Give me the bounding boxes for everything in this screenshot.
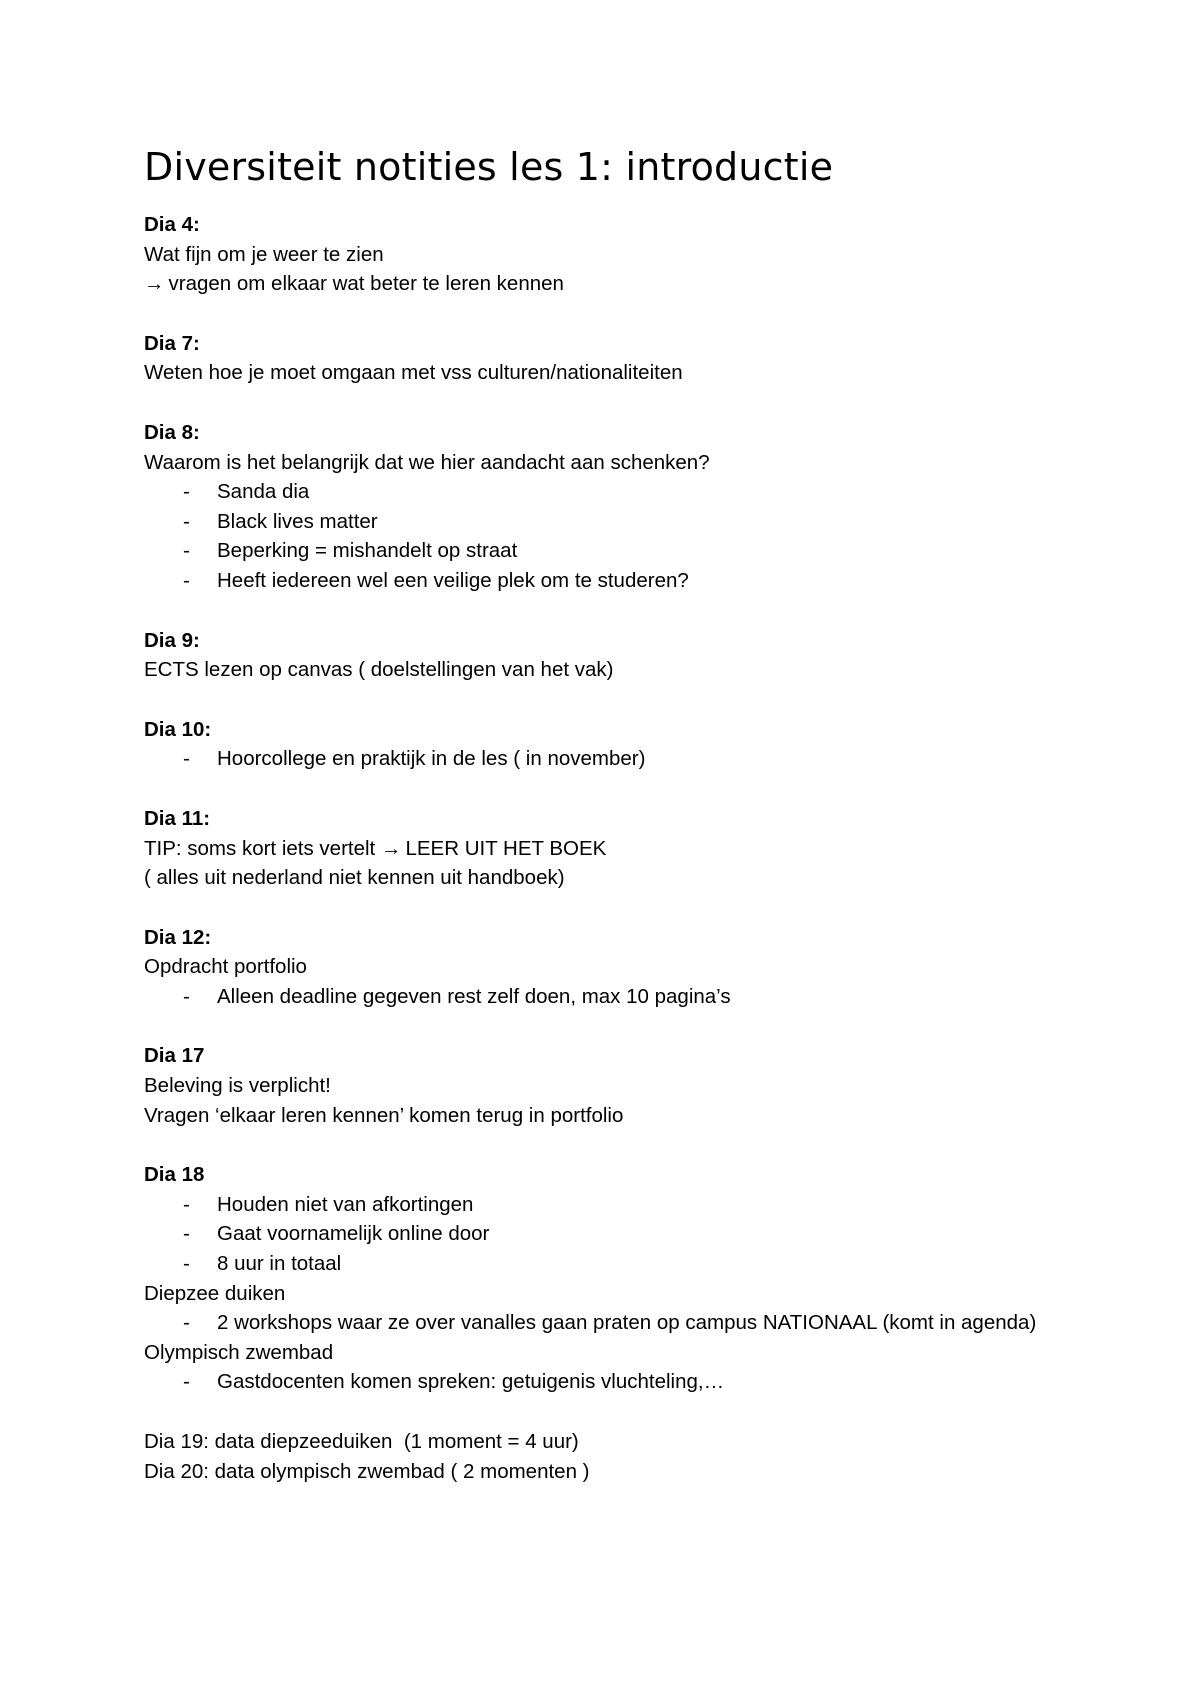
list-item-text: Alleen deadline gegeven rest zelf doen, max 10 pagina’s (217, 984, 731, 1008)
list-item (144, 566, 1064, 596)
dash-bullet: - (183, 509, 190, 533)
list-item-text: Beperking = mishandelt op straat (217, 539, 518, 563)
note-line: Wat fijn om je weer te zien (144, 242, 384, 266)
section-heading: Dia 7: (144, 331, 200, 355)
list-item (144, 1367, 1064, 1397)
note-line: Weten hoe je moet omgaan met vss culturen/nationaliteiten (144, 361, 683, 385)
list-item (144, 1249, 1064, 1279)
section-dia-12 (144, 923, 1064, 1012)
section-heading: Dia 12: (144, 925, 212, 949)
document-page (144, 138, 1064, 1486)
section-heading: Dia 4: (144, 213, 200, 236)
section-heading: Dia 10: (144, 717, 212, 741)
section-heading: Dia 18 (144, 1163, 205, 1187)
section-heading: Dia 9: (144, 628, 200, 652)
note-text: TIP: soms kort iets vertelt (144, 836, 376, 860)
list-item (144, 536, 1064, 566)
note-line: Beleving is verplicht! (144, 1074, 331, 1098)
list-item (144, 744, 1064, 774)
note-line: ECTS lezen op canvas ( doelstellingen van het vak) (144, 658, 614, 682)
section-heading: Dia 8: (144, 420, 200, 444)
dash-bullet: - (183, 1192, 190, 1216)
subsection-label: Olympisch zwembad (144, 1340, 334, 1364)
dash-bullet: - (183, 747, 190, 771)
section-dia-8 (144, 418, 1064, 596)
list-item (144, 1190, 1064, 1220)
dash-bullet: - (183, 568, 190, 592)
list-item (144, 477, 1064, 507)
list-item-text: Sanda dia (217, 480, 310, 504)
note-line: Dia 19: data diepzeeduiken (1 moment = 4 uur) (144, 1430, 579, 1453)
section-dia-4 (144, 210, 1064, 299)
dash-bullet: - (183, 539, 190, 563)
dash-bullet: - (183, 984, 190, 1008)
dash-bullet: - (183, 1222, 190, 1246)
document-title: Diversiteit notities les 1: introductie (144, 145, 834, 189)
section-dia-10 (144, 715, 1064, 774)
note-line: Vragen ‘elkaar leren kennen’ komen terug in portfolio (144, 1103, 624, 1127)
list-item-text: Gastdocenten komen spreken: getuigenis vluchteling,… (217, 1370, 725, 1394)
dash-bullet: - (183, 480, 190, 504)
section-dia-9 (144, 626, 1064, 685)
note-text-emphasis: LEER UIT HET BOEK (405, 836, 607, 860)
section-heading: Dia 11: (144, 806, 211, 830)
list-item-text: 2 workshops waar ze over vanalles gaan praten op campus NATIONAAL (komt in agenda) (217, 1311, 1037, 1335)
right-arrow-icon: → (144, 272, 165, 296)
list-item-text: Gaat voornamelijk online door (217, 1222, 490, 1246)
section-dia-17 (144, 1041, 1064, 1130)
note-line: Dia 20: data olympisch zwembad ( 2 momenten ) (144, 1459, 590, 1483)
section-dia-19-20 (144, 1427, 1064, 1486)
section-dia-18 (144, 1160, 1064, 1397)
note-text: vragen om elkaar wat beter te leren kennen (168, 272, 564, 296)
note-line-with-arrow (144, 834, 1064, 864)
dash-bullet: - (183, 1311, 190, 1335)
subsection-label: Diepzee duiken (144, 1281, 286, 1305)
note-line: ( alles uit nederland niet kennen uit handboek) (144, 866, 565, 890)
list-item-text: 8 uur in totaal (217, 1252, 342, 1276)
right-arrow-icon: → (380, 836, 402, 860)
section-dia-11 (144, 804, 1064, 893)
dash-bullet: - (183, 1252, 190, 1276)
list-item-text: Hoorcollege en praktijk in de les ( in november) (217, 747, 646, 771)
list-item (144, 982, 1064, 1012)
list-item-text: Houden niet van afkortingen (217, 1192, 474, 1216)
list-item-text: Black lives matter (217, 509, 378, 533)
section-dia-7 (144, 329, 1064, 388)
list-item-text: Heeft iedereen wel een veilige plek om te studeren? (217, 568, 689, 592)
dash-bullet: - (183, 1370, 190, 1394)
note-line: Opdracht portfolio (144, 955, 307, 979)
section-heading: Dia 17 (144, 1044, 205, 1068)
note-line: Waarom is het belangrijk dat we hier aandacht aan schenken? (144, 450, 710, 474)
list-item (144, 1219, 1064, 1249)
list-item (144, 1308, 1064, 1338)
list-item (144, 507, 1064, 537)
note-line-with-arrow (144, 269, 1064, 299)
